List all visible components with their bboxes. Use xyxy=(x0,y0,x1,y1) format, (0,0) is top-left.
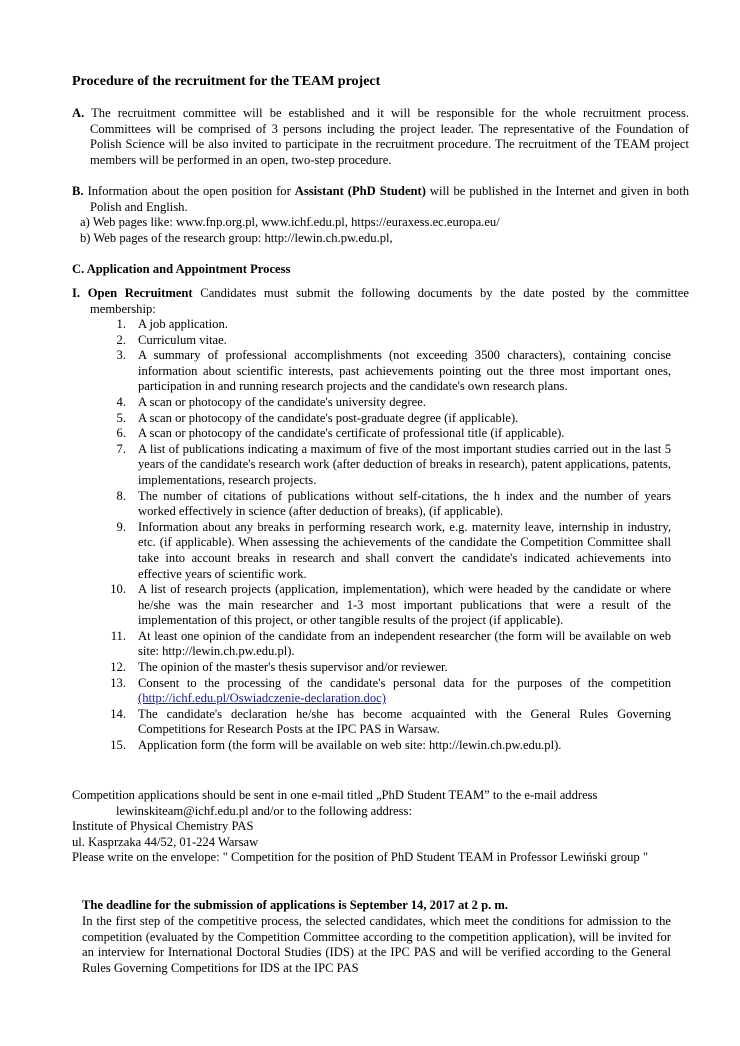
list-item xyxy=(72,520,671,582)
item-number: 12. xyxy=(110,660,126,675)
list-item xyxy=(72,582,671,629)
item-number: 10. xyxy=(110,582,126,597)
list-item xyxy=(72,348,671,395)
list-item xyxy=(72,426,671,442)
item-text: A scan or photocopy of the candidate's university degree. xyxy=(138,394,426,409)
item-number: 13. xyxy=(110,675,126,690)
item-number: 4. xyxy=(116,394,126,409)
list-item xyxy=(72,395,671,411)
list-item xyxy=(72,738,671,754)
section-b-label: B. xyxy=(72,184,84,198)
item-text: The number of citations of publications without self-citations, the h index and the number of years worked effectively in science (after deduction of breaks), (if applicable). xyxy=(138,488,671,519)
deadline: The deadline for the submission of applications is September 14, 2017 at 2 p. m. xyxy=(82,898,509,912)
item-number: 2. xyxy=(116,332,126,347)
open-recruitment-label: I. Open Recruitment xyxy=(72,286,193,300)
open-recruitment-text: Candidates must submit the following documents by the date posted by the committee membership: xyxy=(90,286,689,316)
item-number: 9. xyxy=(116,519,126,534)
item-number: 5. xyxy=(116,410,126,425)
open-recruitment xyxy=(72,286,689,317)
item-number: 11. xyxy=(110,628,126,643)
section-b-position: Assistant (PhD Student) xyxy=(294,184,426,198)
item-number: 3. xyxy=(116,348,126,363)
item-number: 15. xyxy=(110,738,126,753)
list-item xyxy=(72,707,671,738)
declaration-link[interactable]: (http://ichf.edu.pl/Oswiadczenie-declaration.doc) xyxy=(138,691,386,706)
list-item xyxy=(72,333,671,349)
list-item xyxy=(72,442,671,489)
section-a xyxy=(72,106,689,168)
page-title: Procedure of the recruitment for the TEAM project xyxy=(72,74,381,89)
section-b xyxy=(72,184,689,215)
item-text: A job application. xyxy=(138,317,228,331)
item-text: Information about any breaks in performing research work, e.g. maternity leave, internship in industry, etc. (if applicable). When assessing the achievements of the candidate the Competition Committee shall take into account breaks in research and shall convert the candidate's indicated achievements into effective years of scientific work. xyxy=(138,519,671,581)
list-item xyxy=(72,629,671,660)
item-text: Curriculum vitae. xyxy=(138,332,227,347)
address-line-5: Please write on the envelope: " Competition for the position of PhD Student TEAM in Professor Lewiński group " xyxy=(72,850,648,865)
item-number: 6. xyxy=(116,426,126,441)
item-number: 14. xyxy=(110,706,126,721)
item-text: The candidate's declaration he/she has become acquainted with the General Rules Governing Competitions for Research Posts at the IPC PAS in Warsaw. xyxy=(138,706,671,737)
item-text: A list of research projects (application, implementation), which were headed by the candidate or where he/she was the main researcher and 1-3 most important publications that were a result of the implementation of this project, or other tangible results of the project (if applicable). xyxy=(138,582,671,628)
address-line-1: Competition applications should be sent in one e-mail titled „PhD Student TEAM” to the e-mail address xyxy=(72,788,598,802)
list-item xyxy=(72,676,671,707)
final-paragraph: In the first step of the competitive process, the selected candidates, which meet the conditions for admission to the competition (evaluated by the Competition Committee according to the competition application), will be invited for an interview for International Doctoral Studies (IDS) at the IPC PAS and will be verified according to the General Rules Governing Competitions for IDS at the IPC PAS xyxy=(82,914,671,975)
section-a-text: The recruitment committee will be established and it will be responsible for the whole recruitment process. Committees will be comprised of 3 persons including the project leader. The representative of the Foundation of Polish Science will be also invited to participate in the recruitment procedure. The recruitment of the TEAM project members will be performed in an open, two-step procedure. xyxy=(90,106,689,167)
address-line-2: lewinskiteam@ichf.edu.pl and/or to the following address: xyxy=(116,803,412,818)
list-item xyxy=(72,317,671,333)
address-block xyxy=(72,788,672,866)
section-b-item-b: b) Web pages of the research group: http://lewin.ch.pw.edu.pl, xyxy=(80,231,393,245)
item-text: A scan or photocopy of the candidate's certificate of professional title (if applicable). xyxy=(138,426,565,441)
item-text: A scan or photocopy of the candidate's post-graduate degree (if applicable). xyxy=(138,410,519,425)
item-text: At least one opinion of the candidate from an independent researcher (the form will be available on web site: http://lewin.ch.pw.edu.pl). xyxy=(138,628,671,659)
section-b-text-before: Information about the open position for xyxy=(87,184,295,198)
list-item xyxy=(72,489,671,520)
item-text: The opinion of the master's thesis supervisor and/or reviewer. xyxy=(138,660,448,675)
item-text: A list of publications indicating a maximum of five of the most important studies carried out in the last 5 years of the candidate's research work (after deduction of breaks in research), patent applications, patents, implementations, research projects. xyxy=(138,441,671,487)
section-c-title: C. Application and Appointment Process xyxy=(72,262,291,276)
item-text: Consent to the processing of the candidate's personal data for the purposes of the competition xyxy=(138,675,671,690)
section-b-text-after: will be published in the Internet and given in both Polish and English. xyxy=(90,184,689,214)
address-line-3: Institute of Physical Chemistry PAS xyxy=(72,819,254,834)
item-number: 7. xyxy=(116,441,126,456)
list-item xyxy=(72,660,671,676)
item-number: 1. xyxy=(116,317,126,331)
document-list xyxy=(72,317,671,754)
section-b-item-a: a) Web pages like: www.fnp.org.pl, www.ichf.edu.pl, https://euraxess.ec.europa.eu/ xyxy=(80,215,500,229)
section-a-label: A. xyxy=(72,106,85,120)
item-text: A summary of professional accomplishments (not exceeding 3500 characters), containing concise information about scientific interests, past achievements pointing out the three most important ones, participation in and running research projects and the candidate's own research plans. xyxy=(138,348,671,394)
list-item xyxy=(72,411,671,427)
item-text: Application form (the form will be available on web site: http://lewin.ch.pw.edu.pl). xyxy=(138,738,562,753)
address-line-4: ul. Kasprzaka 44/52, 01-224 Warsaw xyxy=(72,834,259,849)
item-number: 8. xyxy=(116,488,126,503)
